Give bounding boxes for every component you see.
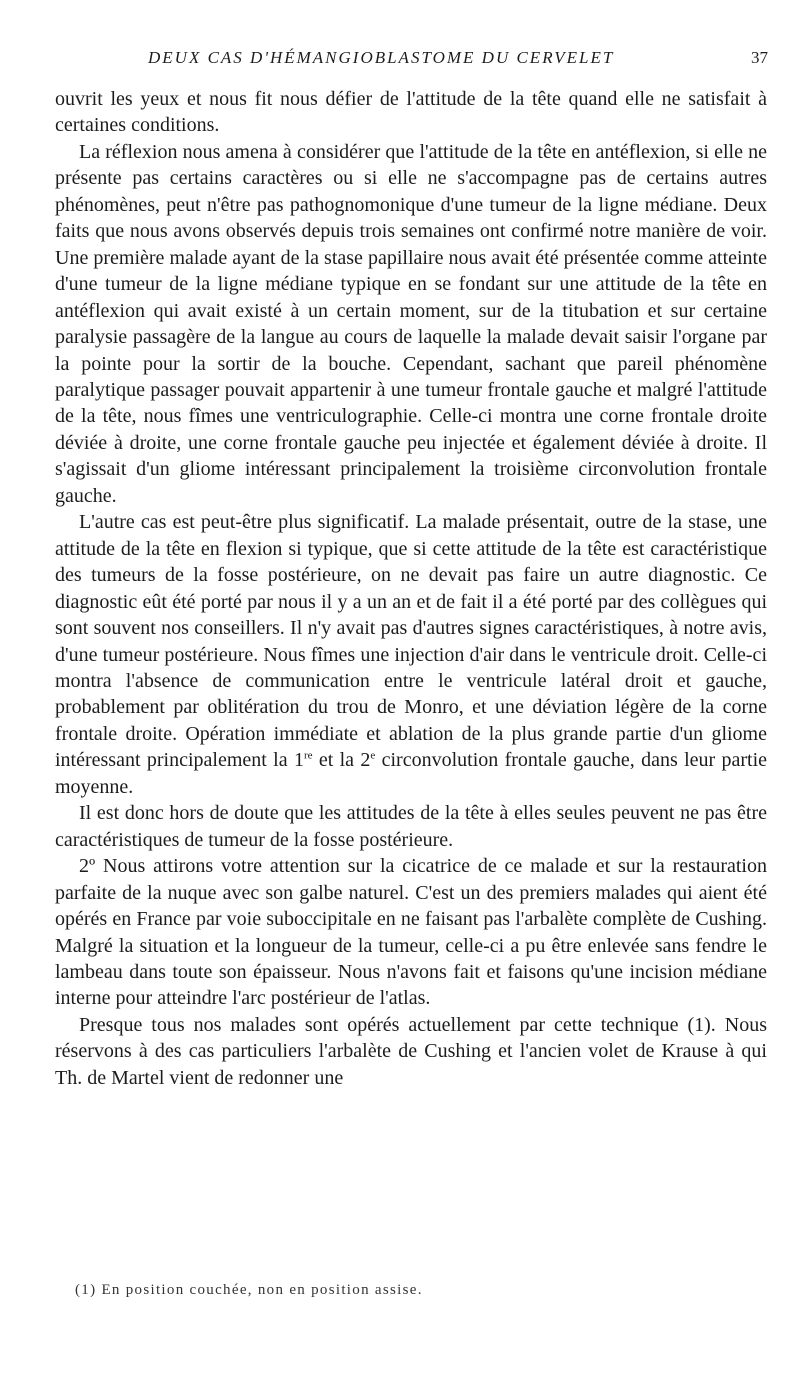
paragraph-3-end: circonvolution frontale gauche, dans leur partie moyenne. <box>55 749 768 798</box>
paragraph-3-text: L'autre cas est peut-être plus significatif. La malade présentait, outre de la stase, une attitude de la tête en flexion si typique, que si cette attitude de la tête est caractéristique des tumeurs de la fosse postérieure, on ne devait pas faire un autre diagnostic. Ce diagnostic eût été porté par nous il y a un an et de fait il a été porté par des collègues qui sont souvent nos conseillers. Il n'y avait pas d'autres signes caractéristiques, à notre avis, d'une tumeur postérieure. Nous fîmes une injection d'air dans le ventricule droit. Celle-ci montra l'absence de communication entre le ventricule latéral droit et gauche, probablement par oblitération du trou de Monro, et une déviation légère de la corne frontale droite. Opération immédiate et ablation de la plus grande partie d'un gliome intéressant principalement la <box>55 511 767 772</box>
page-number: 37 <box>751 48 768 67</box>
paragraph-4: Il est donc hors de doute que les attitudes de la tête à elles seules peuvent ne pas être caractéristiques de tumeur de la fosse postérieure. <box>55 802 767 851</box>
ordinal-second-suffix: e <box>370 749 376 762</box>
paragraph-6: Presque tous nos malades sont opérés actuellement par cette technique (1). Nous réservons à des cas particuliers l'arbalète de Cushing et l'ancien volet de Krause à qui Th. de Martel vient de redonner une <box>55 1013 767 1089</box>
paragraph-2: La réflexion nous amena à considérer que l'attitude de la tête en antéflexion, si elle ne présente pas certains caractères ou si elle ne s'accompagne pas de certains autres phénomènes, peut n'être pas pathognomonique d'une tumeur de la ligne médiane. Deux faits que nous avons observés depuis trois semaines ont confirmé notre manière de voir. Une première malade ayant de la stase papillaire nous avait été présentée comme atteinte d'une tumeur de la ligne médiane typique en se fondant sur une attitude de la tête en antéflexion qui avait existé à un certain moment, sur de la titubation et sur certaine paralysie passagère de la langue au cours de laquelle la malade devait saisir l'organe par la pointe pour la sortir de la bouche. Cependant, sachant que pareil phénomène paralytique passager pouvait appartenir à une tumeur frontale gauche et malgré l'attitude de la tête, nous fîmes une ventriculographie. Celle-ci montra une corne frontale droite déviée à droite, une corne frontale gauche peu injectée et également déviée à droite. Il s'agissait d'un gliome intéressant principalement la troisième circonvolution frontale gauche. <box>55 140 767 507</box>
paragraph-1: ouvrit les yeux et nous fit nous défier de l'attitude de la tête quand elle ne satisfait à certaines conditions. <box>55 88 767 137</box>
running-title: DEUX CAS D'HÉMANGIOBLASTOME DU CERVELET <box>148 48 615 67</box>
body-text <box>55 86 767 1091</box>
ordinal-first-suffix: re <box>303 749 313 762</box>
ordinal-second: 2 <box>360 749 371 772</box>
paragraph-5: 2º Nous attirons votre attention sur la cicatrice de ce malade et sur la restauration parfaite de la nuque avec son galbe naturel. C'est un des premiers malades qui aient été opérés en France par voie suboccipitale en ne faisant pas l'arbalète complète de Cushing. Malgré la situation et la longueur de la tumeur, celle-ci a pu être enlevée sans fendre le lambeau dans toute son épaisseur. Nous n'avons fait et faisons qu'une incision médiane interne pour atteindre l'arc postérieur de l'atlas. <box>55 855 767 1010</box>
footnote: (1) En position couchée, non en position assise. <box>75 1282 423 1298</box>
ordinal-first: 1 <box>293 749 304 772</box>
paragraph-3 <box>55 509 767 800</box>
running-header <box>148 48 768 78</box>
paragraph-3-and: et la <box>318 749 355 772</box>
